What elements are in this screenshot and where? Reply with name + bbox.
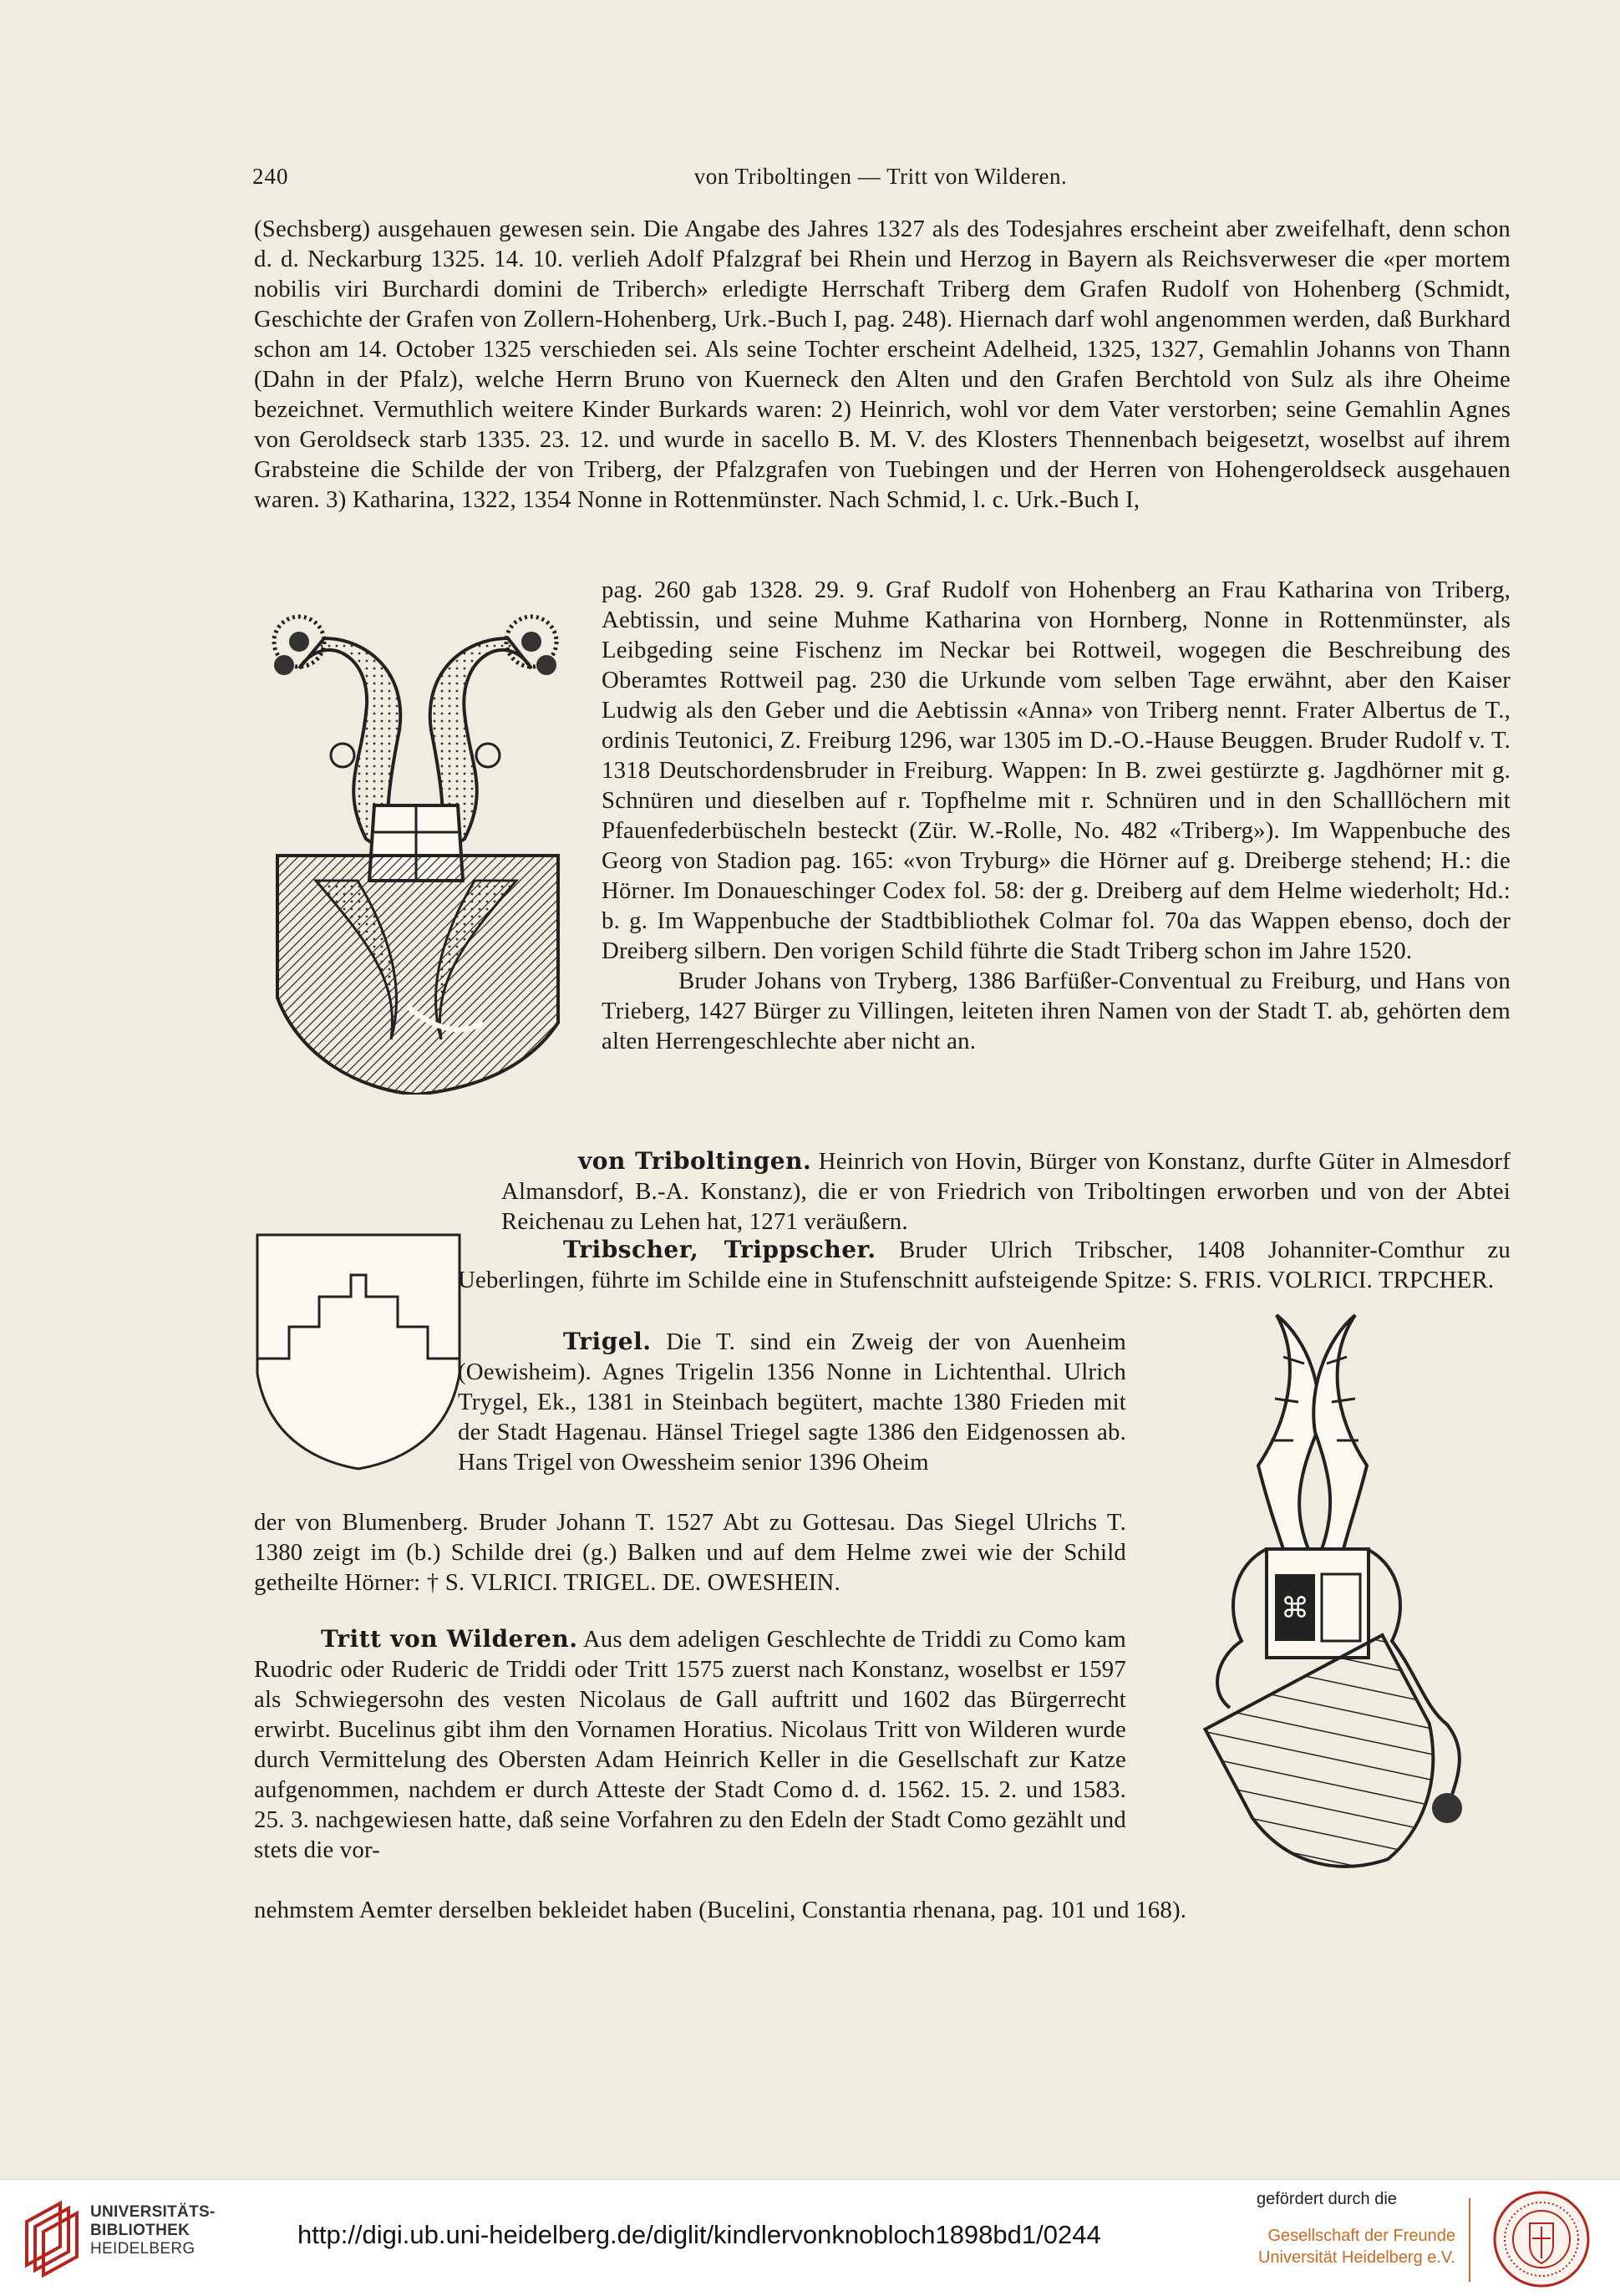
triberg-coat-of-arms [266,605,568,1095]
society-seal-icon [1492,2190,1591,2288]
funded-by-label: gefördert durch die [1257,2190,1397,2208]
permalink-url[interactable]: http://digi.ub.uni-heidelberg.de/diglit/kindlervonknobloch1898bd1/0244 [297,2220,1101,2249]
tritt-heading: Tritt von Wilderen. [321,1625,578,1653]
triboltingen-text: Heinrich von Hovin, Bürger von Konstanz, durfte Güter in Almesdorf Almansdorf, B.-A. Konstanz), die er von Friedrich von Triboltingen erworben und von der Abtei Reichenau zu Lehen hat, 1271 veräußern. [501,1148,1511,1235]
library-name: UNIVERSITÄTS- BIBLIOTHEK HEIDELBERG [90,2203,216,2258]
top-paragraph: (Sechsberg) ausgehauen gewesen sein. Die Angabe des Jahres 1327 als des Todesjahres erscheint aber zweifelhaft, denn schon d. d. Neckarburg 1325. 14. 10. verlieh Adolf Pfalzgraf bei Rhein und Herzog in Bayern als Reichsverweser die «per mortem nobilis viri Burchardi domini de Triberch» erledigte Herrschaft Triberg dem Grafen Rudolf von Hohenberg (Schmidt, Geschichte der Grafen von Zollern-Hohenberg, Urk.-Buch I, pag. 248). Hiernach darf wohl angenommen werden, daß Burkhard schon am 14. October 1325 verschieden sei. Als seine Tochter erscheint Adelheid, 1325, 1327, Gemahlin Johanns von Thann (Dahn in der Pfalz), welche Herrn Bruno von Kuerneck den Alten und den Grafen Berchtold von Sulz als ihre Oheime bezeichnet. Vermuthlich weitere Kinder Burkards waren: 2) Heinrich, wohl vor dem Vater verstorben; seine Gemahlin Agnes von Geroldseck starb 1335. 23. 12. und wurde in sacello B. M. V. des Klosters Thennenbach beigesetzt, woselbst auf ihrem Grabsteine die Schilde der von Triberg, der Pfalzgrafen von Tuebingen und der Herren von Hohengeroldseck ausgehauen waren. 3) Katharina, 1322, 1354 Nonne in Rottenmünster. Nach Schmid, l. c. Urk.-Buch I, [254,216,1511,513]
tritt-coat-of-arms [1150,1307,1484,1883]
page-header [251,164,1511,197]
trigel-entry-continued: der von Blumenberg. Bruder Johann T. 1527 Abt zu Gottesau. Das Siegel Ulrichs T. 1380 zeigt im (b.) Schilde drei (g.) Balken und auf dem Helme zwei wie der Schild getheilte Hörner: † S. VLRICI. TRIGEL. DE. OWESHEIN. [254,1509,1126,1596]
library-logo-icon [18,2197,84,2280]
trigel-text: Die T. sind ein Zweig der von Auenheim (Oewisheim). Agnes Trigelin 1356 Nonne in Lichtenthal. Ulrich Trygel, Ek., 1381 in Steinbach begütert, machte 1380 Frieden mit der Stadt Hagenau. Hänsel Triegel sagte 1386 den Eidgenossen ab. Hans Trigel von Owessheim senior 1396 Oheim [458,1328,1126,1476]
tritt-entry [254,1624,1126,1865]
trigel-heading: Trigel. [563,1328,652,1355]
triboltingen-heading: von Triboltingen. [578,1147,812,1175]
tribscher-shield [256,1233,461,1471]
running-title: von Triboltingen — Tritt von Wilderen. [693,164,1068,189]
society-name: Gesellschaft der Freunde Universität Heidelberg e.V. [1257,2227,1455,2267]
triberg-paragraph-continued: pag. 260 gab 1328. 29. 9. Graf Rudolf von Hohenberg an Frau Katharina von Triberg, Aebtissin, und seine Muhme Katharina von Hornberg, Nonne in Rottenmünster, als Leibgeding seine Fischenz im Neckar bei Rottweil, wogegen die Beschreibung des Oberamtes Rottweil pag. 230 die Urkunde vom selben Tage erwähnt, aber den Kaiser Ludwig als den Geber und die Aebtissin «Anna» von Triberg nennt. Frater Albertus de T., ordinis Teutonici, Z. Freiburg 1296, war 1305 im D.-O.-Hause Beuggen. Bruder Rudolf v. T. 1318 Deutschordensbruder in Freiburg. Wappen: In B. zwei gestürzte g. Jagdhörner mit g. Schnüren und dieselben auf r. Topfhelme mit r. Schnüren und in den Schalllöchern mit Pfauenfederbüscheln besteckt (Zür. W.-Rolle, No. 482 «Triberg»). Im Wappenbuche des Georg von Stadion pag. 165: «von Tryburg» die Hörner auf g. Dreiberge stehend; H.: die Hörner. Im Donaueschinger Codex fol. 58: der g. Dreiberg auf dem Helme wiederholt; Hd.: b. g. Im Wappenbuche der Stadtbibliothek Colmar fol. 70a das Wappen ebenso, doch der Dreiberg silbern. Den vorigen Schild führte die Stadt Triberg schon im Jahre 1520. Bruder Johans von Tryberg, 1386 Barfüßer-Conventual zu Freiburg, und Hans von Trieberg, 1427 Bürger zu Villingen, leiteten ihren Namen von der Stadt T. ab, gehörten dem alten Herrengeschlechte aber nicht an. [602,577,1511,1054]
tribscher-text: Bruder Ulrich Tribscher, 1408 Johanniter-Comthur zu Ueberlingen, führte im Schilde eine in Stufenschnitt aufsteigende Spitze: S. FRIS. VOLRICI. TRPCHER. [458,1237,1511,1293]
triboltingen-entry [501,1146,1511,1237]
trigel-entry [458,1327,1126,1477]
svg-text:⌘: ⌘ [1281,1592,1309,1625]
footer-divider [1469,2198,1470,2282]
tritt-text: Aus dem adeligen Geschlechte de Triddi zu Como kam Ruodric oder Ruderic de Triddi oder Tritt 1575 zuerst nach Konstanz, woselbst er 1597 als Schwiegersohn des vesten Nicolaus de Gall auftritt und 1602 das Bürgerrecht erwirbt. Bucelinus gibt ihm den Vornamen Horatius. Nicolaus Tritt von Wilderen wurde durch Vermittelung des Obersten Adam Heinrich Keller in die Gesellschaft zur Katze aufgenommen, nachdem er durch Atteste der Stadt Como d. d. 1562. 15. 2. und 1583. 25. 3. nachgewiesen hatte, daß seine Vorfahren zu den Edeln der Stadt Como gezählt und stets die vor- [254,1626,1126,1863]
digitization-footer [0,2179,1620,2296]
tribscher-entry [458,1235,1511,1295]
page-number: 240 [252,164,289,189]
tribscher-heading: Tribscher, Trippscher. [563,1236,876,1263]
tritt-entry-continued: nehmstem Aemter derselben bekleidet haben (Bucelini, Constantia rhenana, pag. 101 und 168). [254,1897,1187,1923]
